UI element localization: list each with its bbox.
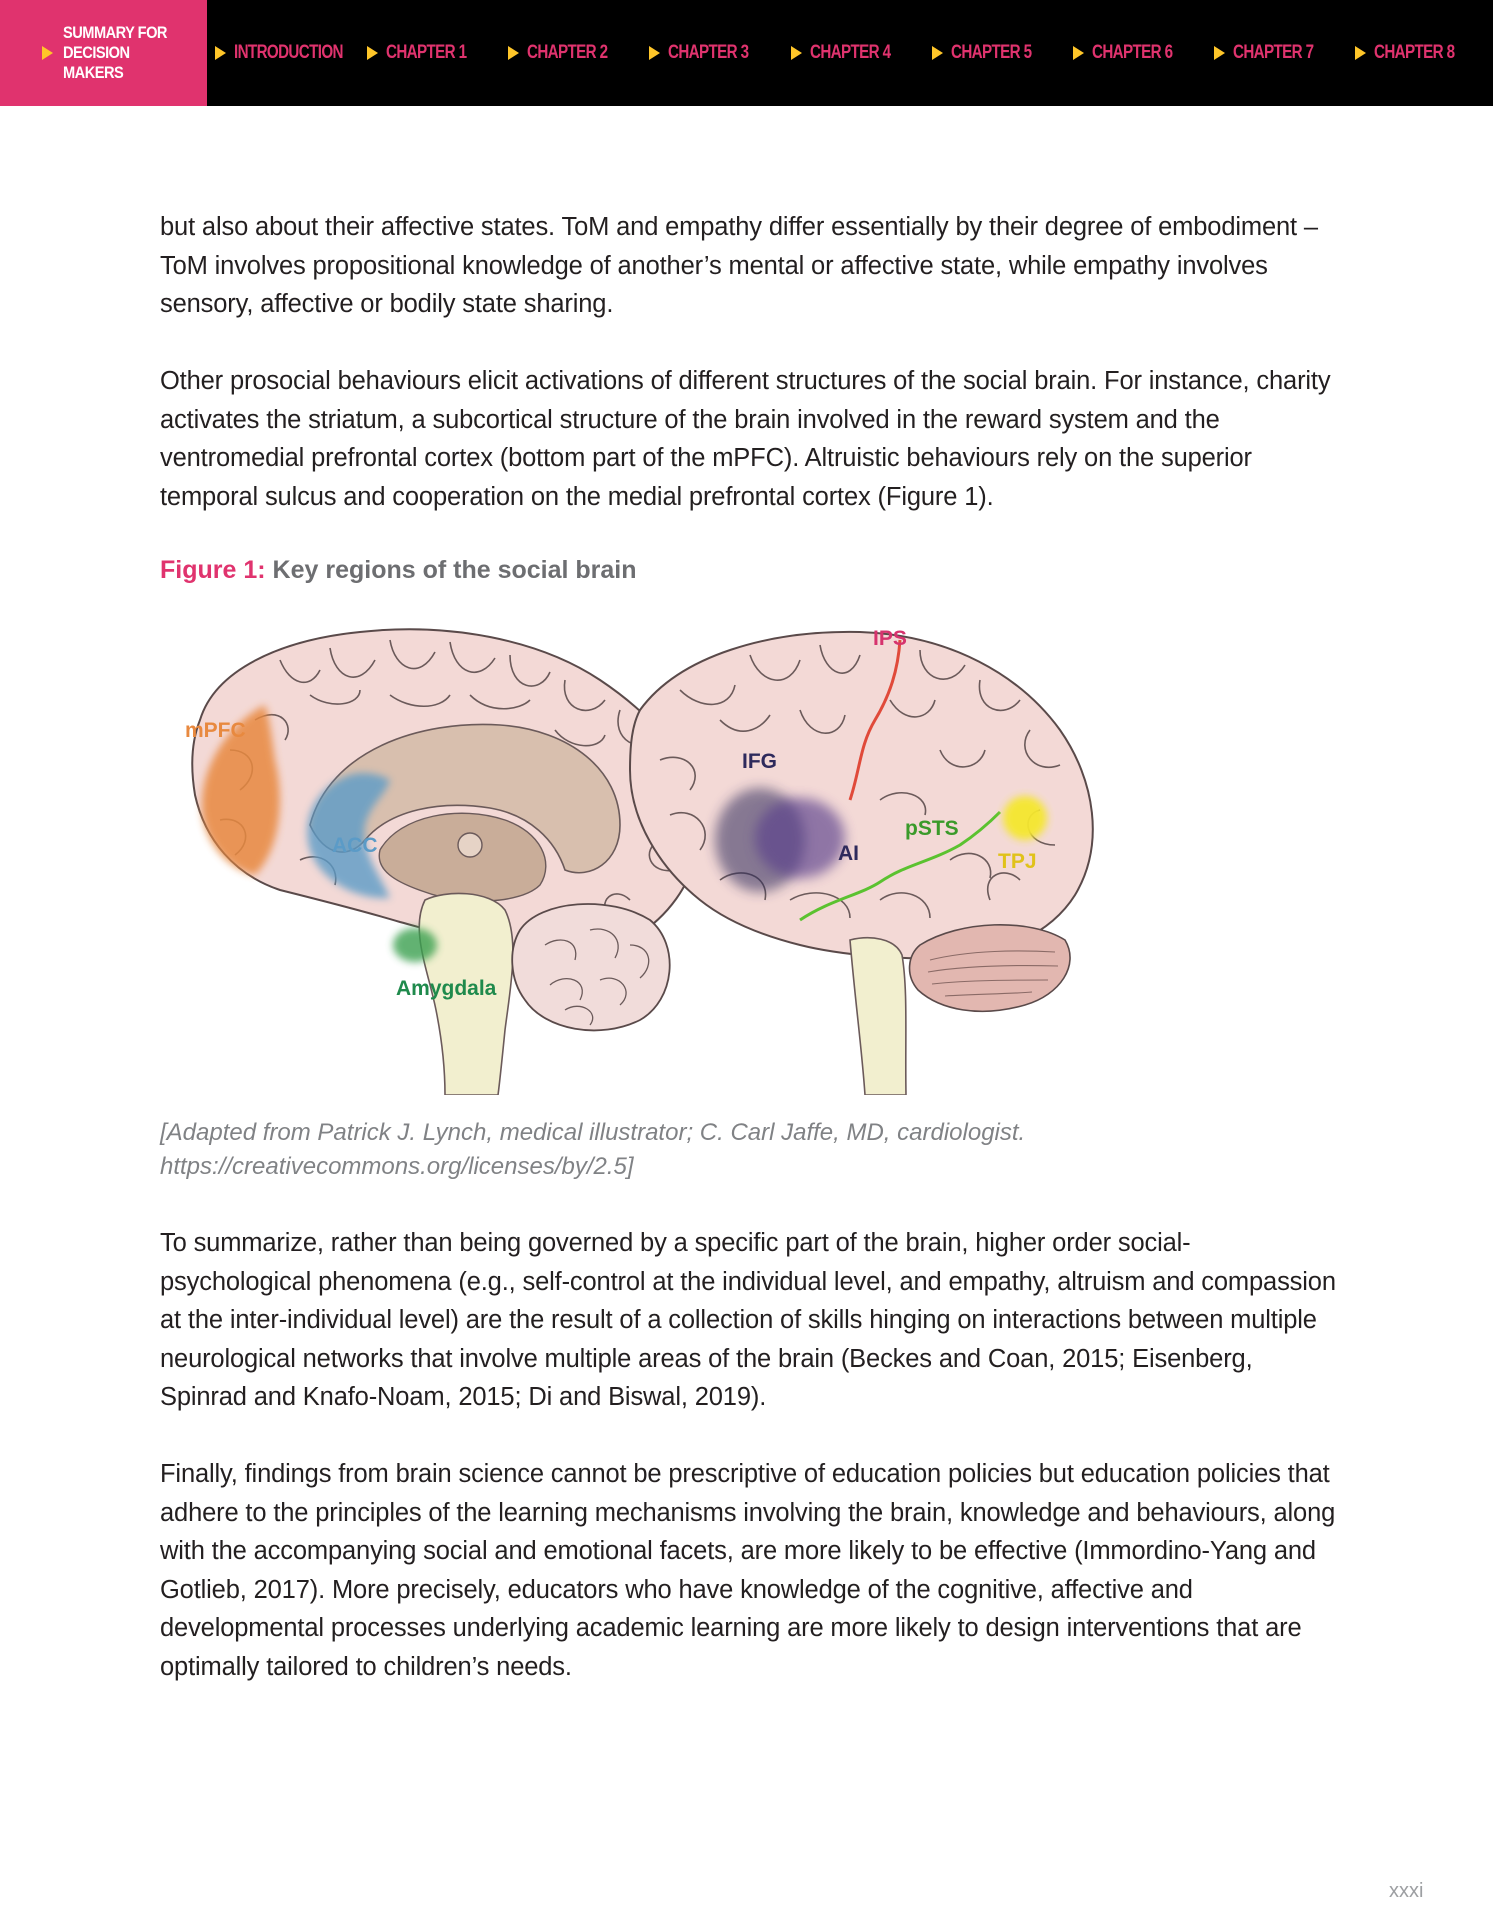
- amygdala-highlight: [393, 928, 437, 962]
- play-arrow-icon: [508, 46, 519, 60]
- nav-link-chapter-8[interactable]: [1355, 42, 1474, 64]
- nav-link-label: CHAPTER 8: [1374, 42, 1455, 63]
- nav-link-label: CHAPTER 1: [386, 42, 467, 63]
- chapter-links: [207, 0, 1493, 106]
- play-arrow-icon: [1214, 46, 1225, 60]
- figure-title: [160, 556, 637, 585]
- label-tpj: TPJ: [998, 850, 1037, 873]
- play-arrow-icon: [791, 46, 802, 60]
- top-navigation-bar: [0, 0, 1493, 106]
- label-mpfc: mPFC: [185, 719, 246, 742]
- nav-link-label: CHAPTER 7: [1233, 42, 1314, 63]
- label-psts: pSTS: [905, 817, 959, 840]
- nav-link-chapter-7[interactable]: [1214, 42, 1333, 64]
- nav-link-label: CHAPTER 4: [810, 42, 891, 63]
- page-number: xxxi: [1389, 1880, 1424, 1902]
- nav-link-chapter-6[interactable]: [1073, 42, 1192, 64]
- nav-link-label: CHAPTER 6: [1092, 42, 1173, 63]
- nav-link-label: CHAPTER 3: [668, 42, 749, 63]
- lateral-cortex-outline: [630, 632, 1093, 959]
- play-arrow-icon: [215, 46, 226, 60]
- tpj-highlight: [1003, 796, 1047, 840]
- social-brain-figure: [160, 600, 1140, 1095]
- caption-line-2: https://creativecommons.org/licenses/by/2.5]: [160, 1153, 634, 1180]
- nav-link-label: CHAPTER 2: [527, 42, 608, 63]
- nav-link-chapter-4[interactable]: [791, 42, 910, 64]
- lateral-cerebellum: [910, 925, 1071, 1012]
- nav-link-chapter-1[interactable]: [367, 42, 486, 64]
- nav-link-chapter-3[interactable]: [649, 42, 768, 64]
- play-arrow-icon: [649, 46, 660, 60]
- figure-label: Figure 1:: [160, 556, 266, 584]
- play-arrow-icon: [932, 46, 943, 60]
- brain-illustration: [160, 600, 1140, 1095]
- nav-summary-for-decision-makers[interactable]: [0, 0, 207, 106]
- label-ifg: IFG: [742, 750, 777, 773]
- play-arrow-icon: [42, 46, 53, 60]
- paragraph-summary: To summarize, rather than being governed by a specific part of the brain, higher order social-psychological phenomena (e.g., self-control at the individual level, and empathy, altruism and compassion at the inter-individual level) are the result of a collection of skills hinging on interactions between multiple neurological networks that involve multiple areas of the brain (Beckes and Coan, 2015; Eisenberg, Spinrad and Knafo-Noam, 2015; Di and Biswal, 2019).: [160, 1229, 1336, 1411]
- play-arrow-icon: [367, 46, 378, 60]
- nav-link-chapter-2[interactable]: [508, 42, 627, 64]
- label-ai: AI: [838, 842, 859, 865]
- figure-caption: [160, 1116, 1260, 1184]
- caption-line-1: [Adapted from Patrick J. Lynch, medical illustrator; C. Carl Jaffe, MD, cardiologist.: [160, 1119, 1026, 1146]
- label-acc: ACC: [332, 834, 378, 857]
- lateral-brainstem: [850, 938, 906, 1095]
- paragraph-prosocial-behaviours: Other prosocial behaviours elicit activations of different structures of the social brain. For instance, charity activates the striatum, a subcortical structure of the brain involved in the reward system and the ventromedial prefrontal cortex (bottom part of the mPFC). Altruistic behaviours rely on the superior temporal sulcus and cooperation on the medial prefrontal cortex (Figure 1).: [160, 367, 1331, 511]
- label-amygdala: Amygdala: [396, 977, 497, 1000]
- medial-brain-view: [192, 629, 700, 1095]
- play-arrow-icon: [1073, 46, 1084, 60]
- ai-highlight: [755, 798, 845, 878]
- nav-link-introduction[interactable]: [215, 42, 370, 64]
- label-ips: IPS: [873, 627, 907, 650]
- nav-link-label: CHAPTER 5: [951, 42, 1032, 63]
- play-arrow-icon: [1355, 46, 1366, 60]
- paragraph-conclusion: Finally, findings from brain science cannot be prescriptive of education policies but education policies that adhere to the principles of the learning mechanisms involving the brain, knowledge and behaviours, along with the accompanying social and emotional facets, are more likely to be effective (Immordino-Yang and Gotlieb, 2017). More precisely, educators who have knowledge of the cognitive, affective and developmental processes underlying academic learning are more likely to design interventions that are optimally tailored to children’s needs.: [160, 1460, 1336, 1681]
- figure-title-text: Key regions of the social brain: [272, 556, 637, 584]
- paragraph-tom-empathy: but also about their affective states. ToM and empathy differ essentially by their degree of embodiment – ToM involves propositional knowledge of another’s mental or affective state, while empathy involves sensory, affective or bodily state sharing.: [160, 213, 1318, 318]
- nav-link-label: INTRODUCTION: [234, 42, 343, 63]
- medial-cerebellum: [512, 904, 669, 1030]
- thalamic-nucleus: [458, 833, 482, 857]
- nav-link-chapter-5[interactable]: [932, 42, 1051, 64]
- nav-home-label: SUMMARY FOR DECISION MAKERS: [63, 23, 167, 82]
